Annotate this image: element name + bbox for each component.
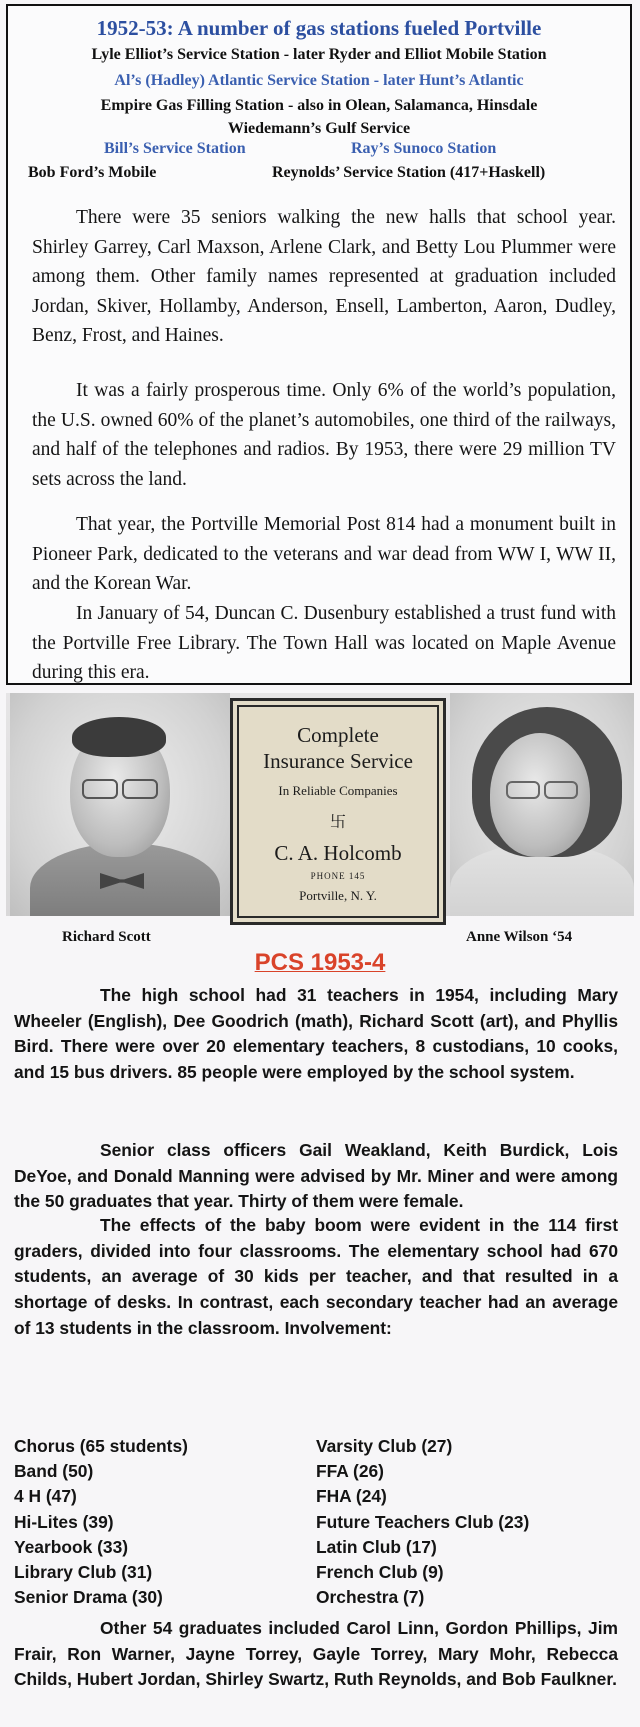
- ad-line-insurance: Insurance Service: [263, 749, 413, 773]
- list-item: Varsity Club (27): [316, 1436, 453, 1456]
- ad-place: Portville, N. Y.: [299, 888, 377, 903]
- photo-richard-scott: [10, 693, 230, 916]
- list-item: Library Club (31): [14, 1562, 153, 1583]
- ad-line-complete: Complete: [297, 723, 379, 747]
- paragraph-graduates: Other 54 graduates included Carol Linn, Gordon Phillips, Jim Frair, Ron Warner, Jayne Torrey, Gayle Torrey, Mary Mohr, Rebecca Childs, Hubert Jordan, Shirley Swartz, Ruth Reynolds, and Bob Faulkner.: [14, 1618, 618, 1690]
- list-item: Senior Drama (30): [14, 1587, 163, 1608]
- list-item: 4 H (47): [14, 1486, 77, 1507]
- ad-phone: PHONE 145: [310, 871, 366, 881]
- list-item: Future Teachers Club (23): [316, 1511, 530, 1532]
- list-item: Chorus (65 students): [14, 1436, 188, 1456]
- ad-line-companies: In Reliable Companies: [278, 783, 398, 798]
- list-item: Latin Club (17): [316, 1536, 437, 1557]
- activities-list-left: [14, 1434, 188, 1610]
- list-item: Hi-Lites (39): [14, 1511, 114, 1532]
- gas-stations-box: [6, 4, 632, 685]
- paragraph-seniors: There were 35 seniors walking the new halls that school year. Shirley Garrey, Carl Maxson, Arlene Clark, and Betty Lou Plummer were among them. Other family names represented at graduation included Jordan, Skiver, Hollamby, Anderson, Ensell, Lamberton, Aaron, Dudley, Benz, Frost, and Haines.: [32, 207, 616, 346]
- list-item: Orchestra (7): [316, 1587, 425, 1608]
- paragraph-trust-fund: In January of 54, Duncan C. Dusenbury established a trust fund with the Portville Free Library. The Town Hall was located on Maple Avenue during this era.: [32, 603, 616, 683]
- paragraph-officers: Senior class officers Gail Weakland, Keith Burdick, Lois DeYoe, and Donald Manning were advised by Mr. Miner and were among the 50 graduates that year. Thirty of them were female.: [14, 1140, 618, 1212]
- stations-title: 1952-53: A number of gas stations fueled Portville: [96, 16, 542, 40]
- station-rays: Ray’s Sunoco Station: [351, 140, 497, 157]
- paragraph-teachers: The high school had 31 teachers in 1954, including Mary Wheeler (English), Dee Goodrich (math), Richard Scott (art), and Phyllis Bird. There were over 20 elementary teachers, 8 custodians, 10 cooks, and 15 bus drivers. 85 people were employed by the school system.: [14, 985, 618, 1083]
- paragraph-baby-boom: The effects of the baby boom were evident in the 114 first graders, divided into four classrooms. The elementary school had 670 students, an average of 30 kids per teacher, and that resulted in a shortage of desks. In contrast, each secondary teacher had an average of 13 students in the classroom. Involvement:: [14, 1215, 618, 1338]
- station-line-2: Al’s (Hadley) Atlantic Service Station - later Hunt’s Atlantic: [114, 72, 524, 89]
- paragraph-prosperous: It was a fairly prosperous time. Only 6% of the world’s population, the U.S. owned 60% of the planet’s automobiles, one third of the railways, and half of the telephones and radios. By 1953, there were 29 million TV sets across the land.: [32, 380, 616, 490]
- list-item: French Club (9): [316, 1562, 444, 1583]
- station-line-3: Empire Gas Filling Station - also in Olean, Salamanca, Hinsdale: [100, 97, 538, 114]
- ad-name: C. A. Holcomb: [274, 841, 402, 865]
- station-bills: Bill’s Service Station: [104, 140, 246, 157]
- station-reynolds: Reynolds’ Service Station (417+Haskell): [272, 164, 546, 181]
- paragraph-monument: That year, the Portville Memorial Post 814 had a monument built in Pioneer Park, dedicated to the veterans and war dead from WW I, WW II, and the Korean War.: [32, 514, 616, 594]
- section-title: PCS 1953-4: [254, 949, 386, 976]
- list-item: FHA (24): [316, 1486, 387, 1507]
- station-line-4: Wiedemann’s Gulf Service: [227, 120, 411, 137]
- caption-richard-scott: Richard Scott: [62, 929, 151, 945]
- photo-anne-wilson: [450, 693, 634, 916]
- list-item: FFA (26): [316, 1461, 384, 1482]
- ad-emblem-icon: 卐: [329, 814, 346, 831]
- insurance-ad: [230, 698, 446, 925]
- caption-anne-wilson: Anne Wilson ‘54: [466, 929, 573, 945]
- activities-list-right: [316, 1434, 529, 1610]
- list-item: Band (50): [14, 1461, 94, 1482]
- station-bob-ford: Bob Ford’s Mobile: [28, 164, 157, 181]
- list-item: Yearbook (33): [14, 1536, 129, 1557]
- station-line-1: Lyle Elliot’s Service Station - later Ryder and Elliot Mobile Station: [91, 46, 547, 63]
